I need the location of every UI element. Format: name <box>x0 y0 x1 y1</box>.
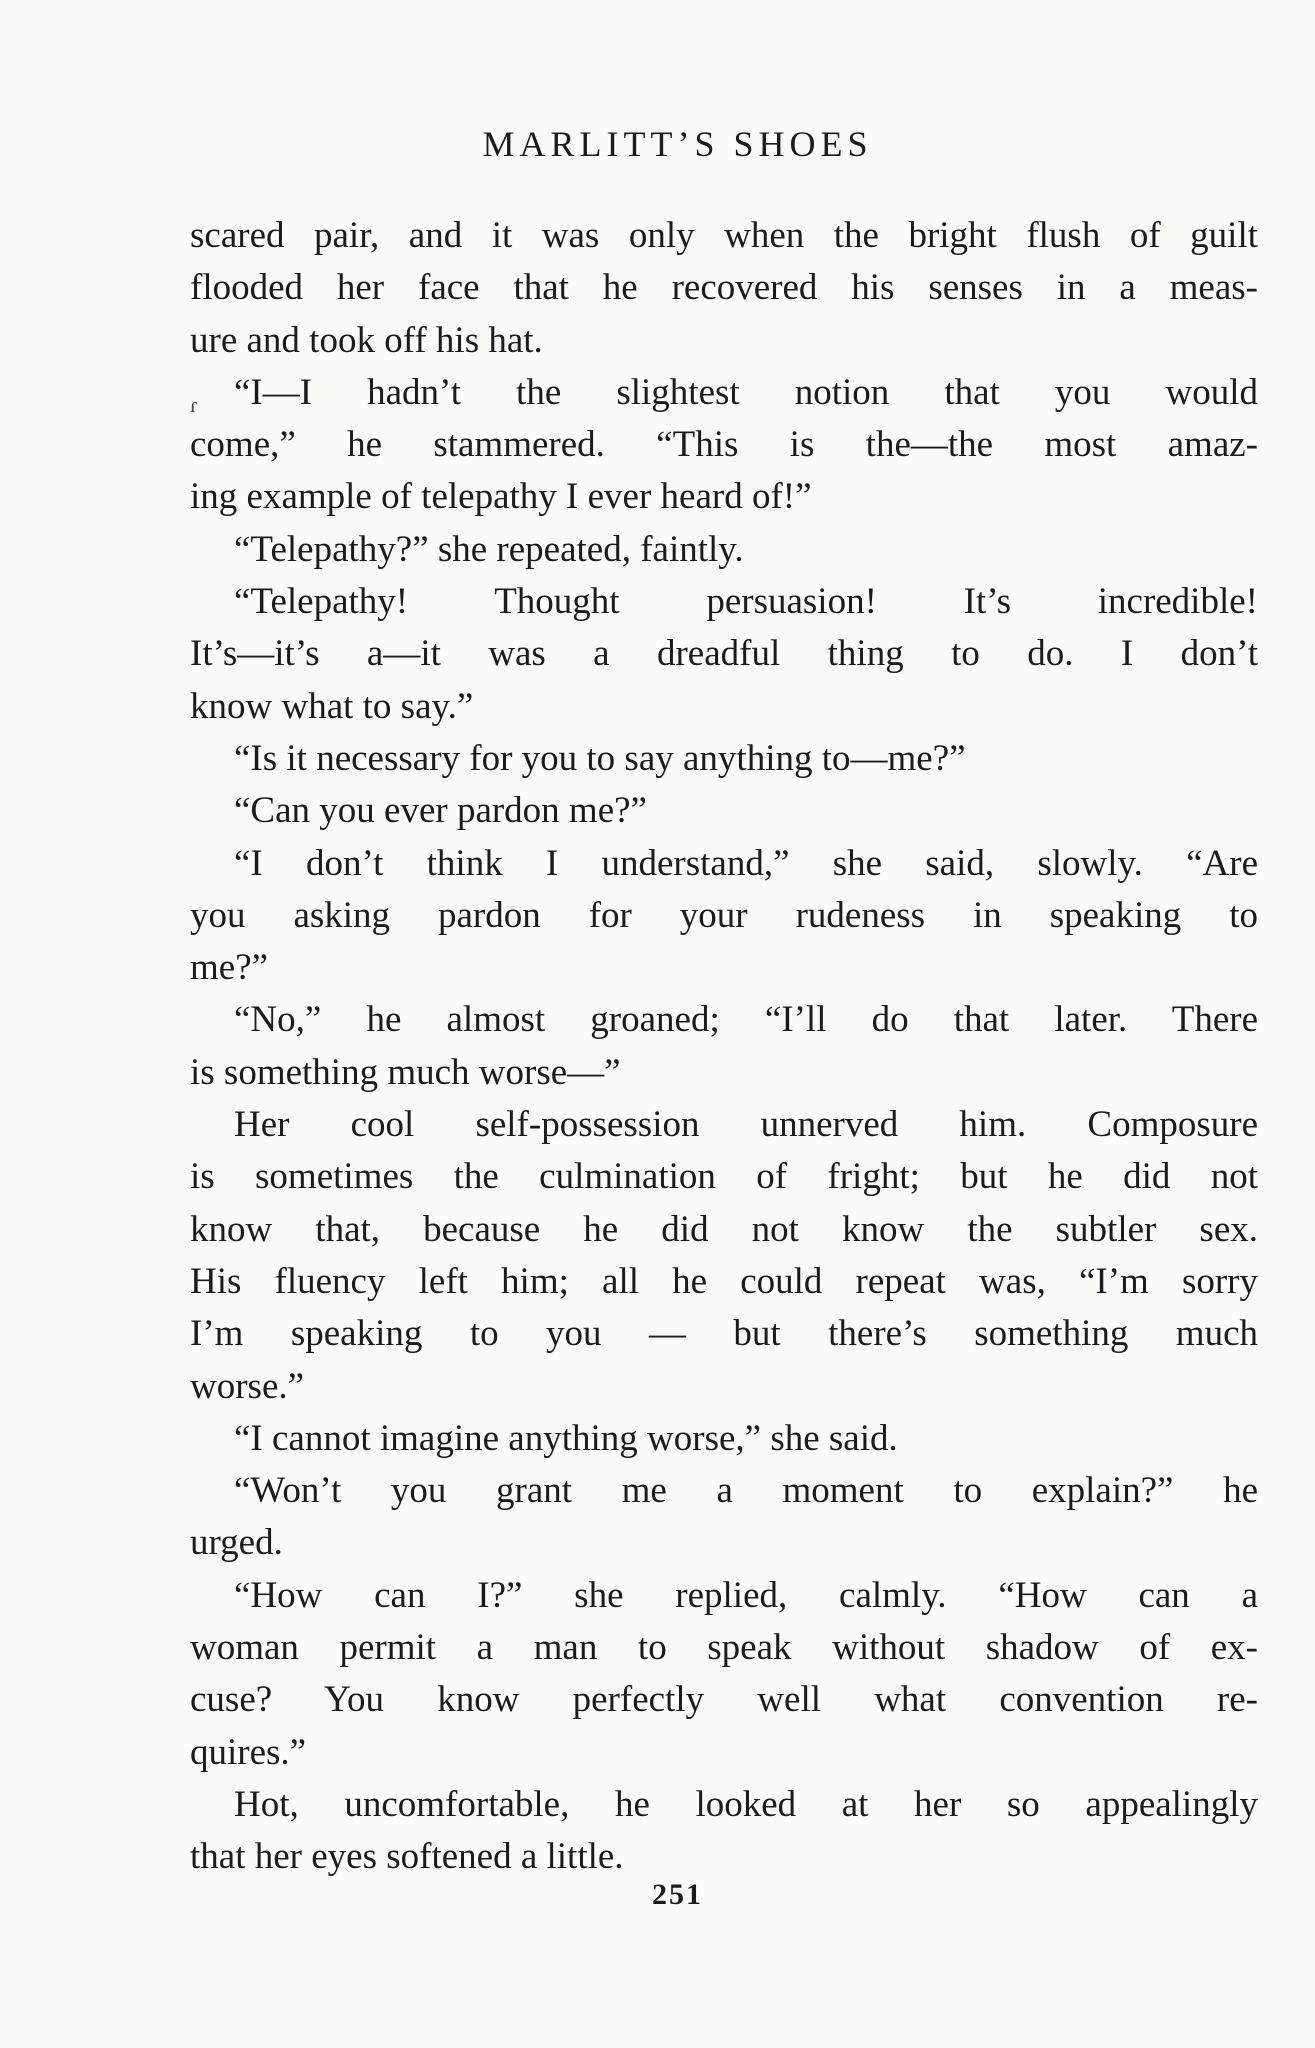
text-line: “Telepathy?” she repeated, faintly. <box>234 528 744 570</box>
text-line: that her eyes softened a little. <box>190 1836 624 1878</box>
text-line: His fluency left him; all he could repeat was, “I’m sorry <box>190 1260 1258 1302</box>
text-line: know what to say.” <box>190 685 474 727</box>
text-line: is something much worse—” <box>190 1051 621 1093</box>
text-line: “Is it necessary for you to say anything to—me?” <box>234 737 966 779</box>
text-line: know that, because he did not know the subtler sex. <box>190 1208 1258 1250</box>
text-line: It’s—it’s a—it was a dreadful thing to do. I don’t <box>190 633 1258 675</box>
text-line: flooded her face that he recovered his senses in a meas- <box>190 267 1258 309</box>
text-line: woman permit a man to speak without shadow of ex- <box>190 1627 1258 1669</box>
text-line: I’m speaking to you — but there’s something much <box>190 1313 1258 1355</box>
text-line: “No,” he almost groaned; “I’ll do that later. There <box>234 999 1258 1041</box>
text-line: urged. <box>190 1522 283 1564</box>
text-line: ing example of telepathy I ever heard of!” <box>190 476 812 518</box>
text-line: “Can you ever pardon me?” <box>234 790 647 832</box>
text-line: you asking pardon for your rudeness in speaking to <box>190 894 1258 936</box>
text-line: cuse? You know perfectly well what convention re- <box>190 1679 1258 1721</box>
text-line: “How can I?” she replied, calmly. “How can a <box>234 1574 1258 1616</box>
text-line: ure and took off his hat. <box>190 319 543 361</box>
running-head: MARLITT’S SHOES <box>482 124 873 164</box>
text-line: is sometimes the culmination of fright; but he did not <box>190 1156 1258 1198</box>
text-line: come,” he stammered. “This is the—the most amaz- <box>190 424 1258 466</box>
text-line: me?” <box>190 947 269 989</box>
text-line: Hot, uncomfortable, he looked at her so appealingly <box>234 1783 1258 1825</box>
text-line: “I—I hadn’t the slightest notion that you would <box>234 371 1258 413</box>
text-line: “Won’t you grant me a moment to explain?” he <box>234 1470 1258 1512</box>
text-line: “I don’t think I understand,” she said, slowly. “Are <box>234 842 1258 884</box>
text-line: Her cool self-possession unnerved him. Composure <box>234 1104 1258 1146</box>
page-number: 251 <box>652 1878 703 1911</box>
text-line: “I cannot imagine anything worse,” she said. <box>234 1417 898 1459</box>
text-line: “Telepathy! Thought persuasion! It’s incredible! <box>234 581 1258 623</box>
text-line: quires.” <box>190 1731 307 1773</box>
margin-mark: ɾ <box>190 392 198 417</box>
body-text <box>190 210 1258 1884</box>
text-line: scared pair, and it was only when the bright flush of guilt <box>190 215 1258 256</box>
text-line: worse.” <box>190 1365 305 1407</box>
